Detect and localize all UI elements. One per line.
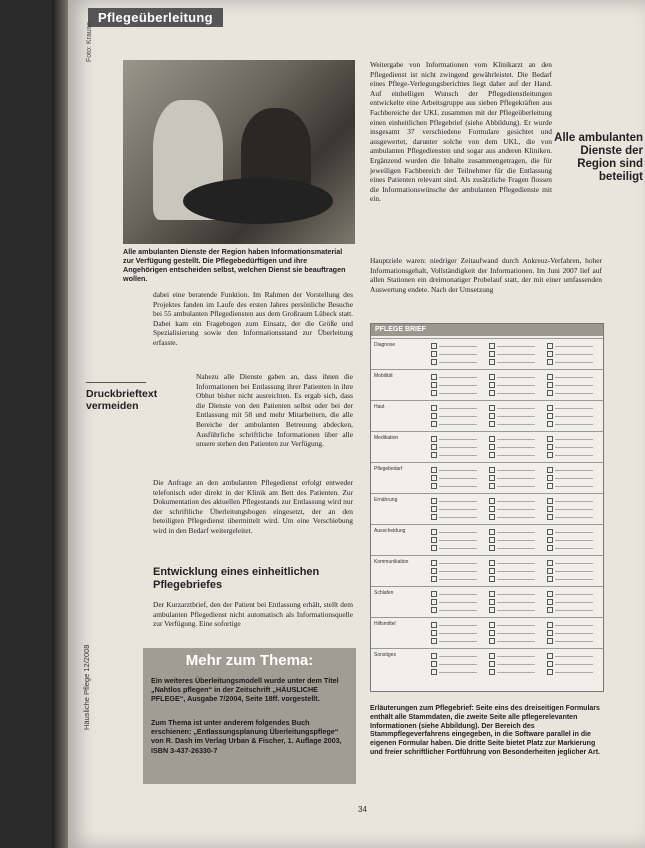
form-checkbox[interactable] [547, 444, 553, 450]
form-line [439, 594, 477, 595]
side-heading-line-1: Druckbrieftext [86, 388, 158, 400]
form-line [439, 664, 477, 665]
form-line [439, 656, 477, 657]
form-line [555, 486, 593, 487]
form-row-label: Schlafen [374, 590, 394, 596]
form-checkbox[interactable] [489, 560, 495, 566]
form-checkbox[interactable] [431, 599, 437, 605]
form-checkbox[interactable] [489, 467, 495, 473]
form-checkbox[interactable] [547, 529, 553, 535]
table-shape [183, 178, 333, 224]
form-checkbox[interactable] [489, 622, 495, 628]
form-line [497, 470, 535, 471]
form-checkbox[interactable] [547, 390, 553, 396]
form-line [439, 571, 477, 572]
form-line [555, 478, 593, 479]
info-box [143, 648, 356, 784]
form-line [555, 633, 593, 634]
form-line [555, 540, 593, 541]
form-line [439, 641, 477, 642]
form-line [555, 393, 593, 394]
pflegebrief-form [370, 323, 604, 692]
form-checkbox[interactable] [547, 537, 553, 543]
form-checkbox[interactable] [431, 374, 437, 380]
form-line [555, 439, 593, 440]
form-row [371, 648, 603, 680]
form-checkbox[interactable] [547, 374, 553, 380]
form-line [497, 486, 535, 487]
form-checkbox[interactable] [489, 568, 495, 574]
form-checkbox[interactable] [431, 467, 437, 473]
form-row-label: Sonstiges [374, 652, 396, 658]
form-checkbox[interactable] [489, 374, 495, 380]
form-line [497, 455, 535, 456]
form-checkbox[interactable] [431, 390, 437, 396]
form-row-label: Ernährung [374, 497, 398, 503]
form-line [555, 625, 593, 626]
form-line [555, 455, 593, 456]
form-checkbox[interactable] [547, 436, 553, 442]
form-line [497, 439, 535, 440]
form-checkbox[interactable] [431, 591, 437, 597]
form-line [497, 408, 535, 409]
form-checkbox[interactable] [547, 452, 553, 458]
form-line [439, 563, 477, 564]
form-checkbox[interactable] [489, 343, 495, 349]
form-checkbox[interactable] [489, 607, 495, 613]
form-line [555, 362, 593, 363]
form-checkbox[interactable] [431, 475, 437, 481]
form-checkbox[interactable] [489, 483, 495, 489]
form-checkbox[interactable] [547, 560, 553, 566]
form-checkbox[interactable] [431, 669, 437, 675]
form-checkbox[interactable] [489, 537, 495, 543]
form-line [497, 393, 535, 394]
right-paragraph-top: Weitergabe von Informationen vom Klinikarzt an den Pflegedienst ist nicht zwingend gewährleistet. Die Bedarf eines Pflege-Verlegungsberichtes liegt daher auf der Hand. Auf einhelligen Wunsch der Pflegedienstleitungen entwickelte eine Arbeitsgruppe aus sieben Pflegekräften aus Fachbereiche der UKL zusammen mit der Pflegeüberleitung einen einheitlichen Pflegebrief (siehe Abbildung). Er wurde insgesamt 37 verschiedene Formulare gesichtet und ausgewertet, darunter solche von dem UKL, die von ambulanten Pflegediensten und sogar aus anderen Kliniken. Ergänzend wurden die Inhalte zusammengetragen, die für jeweiligen Fachbereich der Teilnehmer für die Entlassung eines Patienten relevant sind. Als zusätzliche Fragen flossen die Informationswünsche der ambulanten Pflegedienste mit ein. [370, 60, 552, 204]
form-line [497, 563, 535, 564]
form-line [439, 385, 477, 386]
form-line [439, 548, 477, 549]
form-checkbox[interactable] [431, 452, 437, 458]
form-line [439, 447, 477, 448]
form-checkbox[interactable] [431, 622, 437, 628]
form-line [439, 509, 477, 510]
form-checkbox[interactable] [489, 506, 495, 512]
form-line [439, 602, 477, 603]
form-line [555, 594, 593, 595]
form-line [439, 346, 477, 347]
form-line [497, 424, 535, 425]
left-paragraph-low: Die Anfrage an den ambulanten Pflegedienst erfolgt entweder telefonisch oder direkt in der Klinik am Bett des Patienten. Zur Dokumentation des aktuellen Pflegestands zur Entlassung wird nur der schriftliche Überleitungsbogen eingesetzt, der an den beteiligten Pflegedienst übermittelt wird. Um eine Verschiebung wird in den Bedarf weitergeleitet. [153, 478, 353, 535]
side-heading-rule [86, 382, 146, 383]
form-line [497, 509, 535, 510]
form-line [439, 633, 477, 634]
form-line [497, 672, 535, 673]
form-checkbox[interactable] [547, 343, 553, 349]
form-line [497, 548, 535, 549]
form-checkbox[interactable] [547, 514, 553, 520]
form-line [497, 416, 535, 417]
form-line [555, 656, 593, 657]
article-photo [123, 60, 355, 244]
form-line [439, 478, 477, 479]
form-line [439, 424, 477, 425]
right-paragraph-mid: Hauptziele waren: niedriger Zeitaufwand durch Ankreuz-Verfahren, hoher Informationsgehalt, Vollständigkeit der Informationen. Im Juni 2007 lief auf allen Stationen ein dreimonatiger Probelauf statt, der mit einer umfassenden Auswertung endete. Nach der Umsetzung [370, 256, 602, 294]
form-line [439, 532, 477, 533]
form-line [439, 501, 477, 502]
form-checkbox[interactable] [431, 576, 437, 582]
form-checkbox[interactable] [431, 498, 437, 504]
form-line [497, 594, 535, 595]
form-line [555, 532, 593, 533]
form-checkbox[interactable] [489, 669, 495, 675]
form-checkbox[interactable] [431, 421, 437, 427]
form-line [497, 610, 535, 611]
form-title: PFLEGE BRIEF [371, 324, 603, 336]
form-checkbox[interactable] [489, 514, 495, 520]
form-checkbox[interactable] [431, 506, 437, 512]
form-line [439, 439, 477, 440]
form-checkbox[interactable] [489, 653, 495, 659]
form-checkbox[interactable] [547, 661, 553, 667]
form-row-label: Medikation [374, 435, 399, 441]
form-checkbox[interactable] [489, 545, 495, 551]
form-row-label: Ausscheidung [374, 528, 406, 534]
form-line [555, 424, 593, 425]
form-checkbox[interactable] [489, 405, 495, 411]
form-line [497, 447, 535, 448]
form-checkbox[interactable] [547, 413, 553, 419]
form-checkbox[interactable] [431, 630, 437, 636]
form-checkbox[interactable] [547, 669, 553, 675]
form-checkbox[interactable] [547, 653, 553, 659]
form-line [497, 571, 535, 572]
form-line [555, 641, 593, 642]
form-row [371, 462, 603, 494]
form-checkbox[interactable] [489, 475, 495, 481]
form-line [555, 385, 593, 386]
form-line [497, 602, 535, 603]
form-checkbox[interactable] [489, 529, 495, 535]
section-header: Pflegeüberleitung [88, 8, 223, 27]
form-line [439, 486, 477, 487]
left-paragraph-mid: Nahezu alle Dienste gaben an, dass ihnen die Informationen bei Entlassung ihrer Patienten in ihre Obhut bisher nicht ausreichten. Es ergab sich, dass die Dienste von den Patienten selbst oder bei der Entlassung mit 58 und mehr Mitarbeitern, die alle Bereiche der ambulanten Betreuung abdecken, Ausführliche schriftliche Informationen über alle unsere stehen den Patienten zur Verfügung. [196, 372, 353, 449]
form-line [555, 664, 593, 665]
form-checkbox[interactable] [489, 359, 495, 365]
form-line [439, 610, 477, 611]
form-checkbox[interactable] [547, 622, 553, 628]
form-line [497, 517, 535, 518]
form-line [555, 672, 593, 673]
form-row-label: Diagnose [374, 342, 396, 348]
form-line [497, 354, 535, 355]
form-checkbox[interactable] [547, 498, 553, 504]
form-checkbox[interactable] [489, 661, 495, 667]
form-checkbox[interactable] [489, 351, 495, 357]
form-line [555, 602, 593, 603]
form-line [439, 408, 477, 409]
form-checkbox[interactable] [489, 413, 495, 419]
form-line [439, 625, 477, 626]
form-checkbox[interactable] [547, 576, 553, 582]
form-checkbox[interactable] [431, 382, 437, 388]
form-checkbox[interactable] [547, 359, 553, 365]
form-checkbox[interactable] [489, 444, 495, 450]
form-checkbox[interactable] [547, 405, 553, 411]
form-checkbox[interactable] [547, 506, 553, 512]
form-row [371, 493, 603, 525]
form-row [371, 617, 603, 649]
form-line [439, 377, 477, 378]
form-line [555, 408, 593, 409]
form-checkbox[interactable] [431, 529, 437, 535]
form-checkbox[interactable] [431, 351, 437, 357]
form-checkbox[interactable] [547, 591, 553, 597]
form-line [497, 579, 535, 580]
form-checkbox[interactable] [431, 537, 437, 543]
form-checkbox[interactable] [431, 444, 437, 450]
form-line [555, 517, 593, 518]
form-line [555, 354, 593, 355]
page-number: 34 [358, 805, 367, 814]
form-checkbox[interactable] [547, 545, 553, 551]
form-checkbox[interactable] [489, 630, 495, 636]
form-checkbox[interactable] [489, 576, 495, 582]
form-checkbox[interactable] [489, 591, 495, 597]
side-heading [86, 388, 157, 412]
form-checkbox[interactable] [547, 607, 553, 613]
form-checkbox[interactable] [431, 436, 437, 442]
form-line [555, 346, 593, 347]
form-checkbox[interactable] [547, 630, 553, 636]
form-checkbox[interactable] [431, 413, 437, 419]
form-checkbox[interactable] [547, 483, 553, 489]
form-line [497, 625, 535, 626]
form-checkbox[interactable] [547, 638, 553, 644]
form-line [439, 354, 477, 355]
form-checkbox[interactable] [547, 599, 553, 605]
info-box-text-2: Zum Thema ist unter anderem folgendes Buch erschienen: „Entlassungsplanung Überleitungspflege“ von R. Dash im Verlag Urban & Fischer, 1. Auflage 2003, ISBN 3-437-26330-7 [151, 718, 342, 755]
form-row-label: Pflegebedarf [374, 466, 403, 472]
form-checkbox[interactable] [431, 653, 437, 659]
form-checkbox[interactable] [547, 351, 553, 357]
form-row-label: Hilfsmittel [374, 621, 396, 627]
form-row-label: Mobilität [374, 373, 393, 379]
form-line [439, 470, 477, 471]
form-checkbox[interactable] [431, 359, 437, 365]
form-line [497, 377, 535, 378]
form-line [439, 517, 477, 518]
form-line [497, 385, 535, 386]
form-checkbox[interactable] [547, 568, 553, 574]
form-line [497, 532, 535, 533]
form-row [371, 524, 603, 556]
form-row [371, 369, 603, 401]
form-checkbox[interactable] [431, 661, 437, 667]
form-checkbox[interactable] [547, 382, 553, 388]
form-checkbox[interactable] [547, 475, 553, 481]
subheading: Entwicklung eines einheitlichen Pflegebriefes [153, 566, 320, 591]
form-checkbox[interactable] [489, 599, 495, 605]
info-box-text-1: Ein weiteres Überleitungsmodell wurde unter dem Titel „Nahtlos pflegen“ in der Zeitschrift „HÄUSLICHE PFLEGE“, Ausgabe 7/2004, Seite 18ff. vorgestellt. [151, 676, 339, 704]
form-row [371, 338, 603, 370]
form-row-label: Kommunikation [374, 559, 409, 565]
form-line [497, 540, 535, 541]
form-checkbox[interactable] [489, 452, 495, 458]
left-paragraph-top: dabei eine beratende Funktion. Im Rahmen der Vorstellung des Projektes fanden im Laufe des ersten Jahres persönliche Besuche bei 55 ambulanten Pflegediensten aus dem Großraum Lübeck statt. Dabei kam ein Fragebogen zum Einsatz, der die Größe und Spezialisierung sowie den Informationsstand zur Überleitung erfasste. [153, 290, 353, 347]
form-checkbox[interactable] [431, 343, 437, 349]
form-checkbox[interactable] [489, 382, 495, 388]
photo-credit: Foto: Krause [86, 21, 93, 62]
form-caption: Erläuterungen zum Pflegebrief: Seite eins des dreiseitigen Formulars enthält alle Stammdaten, die zweite Seite alle pflegerelevanten Informationen (siehe Abbildung). Der Bereich des Stammpflegeverfahrens eingegeben, in die Software parallel in die eigenen Formular haben. Die dritte Seite bietet Platz zur Markierung und freier schriftlicher Fortführung von Besonderheiten jeglicher Art. [370, 705, 600, 756]
form-checkbox[interactable] [547, 421, 553, 427]
form-line [497, 633, 535, 634]
form-row [371, 431, 603, 463]
form-line [439, 362, 477, 363]
form-line [555, 579, 593, 580]
form-line [439, 540, 477, 541]
form-line [497, 346, 535, 347]
form-line [555, 416, 593, 417]
form-checkbox[interactable] [431, 514, 437, 520]
form-checkbox[interactable] [489, 421, 495, 427]
form-line [439, 455, 477, 456]
form-checkbox[interactable] [489, 390, 495, 396]
form-checkbox[interactable] [431, 607, 437, 613]
form-line [497, 664, 535, 665]
form-checkbox[interactable] [489, 638, 495, 644]
form-checkbox[interactable] [431, 638, 437, 644]
form-line [497, 478, 535, 479]
photo-caption: Alle ambulanten Dienste der Region haben Informationsmaterial zur Verfügung gestellt. Die Pflegebedürftigen und ihre Angehörigen entscheiden selbst, welchen Dienst sie beauftragen wollen. [123, 247, 346, 283]
form-line [555, 571, 593, 572]
form-row [371, 586, 603, 618]
form-checkbox[interactable] [431, 405, 437, 411]
form-row [371, 555, 603, 587]
form-line [555, 509, 593, 510]
form-line [555, 470, 593, 471]
form-line [555, 377, 593, 378]
form-checkbox[interactable] [431, 545, 437, 551]
form-line [497, 641, 535, 642]
form-line [439, 579, 477, 580]
form-line [439, 416, 477, 417]
form-line [497, 656, 535, 657]
form-line [555, 563, 593, 564]
form-checkbox[interactable] [431, 568, 437, 574]
form-line [555, 610, 593, 611]
form-line [439, 672, 477, 673]
side-heading-line-2: vermeiden [86, 400, 139, 412]
info-box-title: Mehr zum Thema: [185, 652, 314, 669]
form-line [497, 362, 535, 363]
form-line [555, 501, 593, 502]
form-row-label: Haut [374, 404, 385, 410]
form-checkbox[interactable] [431, 483, 437, 489]
left-paragraph-end: Der Kurzarztbrief, den der Patient bei Entlassung erhält, stellt dem ambulanten Pflegedienst nicht automatisch als Informationsquelle zur Verfügung. Eine sofortige [153, 600, 353, 629]
form-line [555, 548, 593, 549]
form-checkbox[interactable] [489, 498, 495, 504]
journal-footer: Häusliche Pflege 12/2008 [82, 644, 91, 730]
form-line [439, 393, 477, 394]
form-line [555, 447, 593, 448]
form-checkbox[interactable] [431, 560, 437, 566]
form-line [497, 501, 535, 502]
form-row [371, 400, 603, 432]
form-checkbox[interactable] [547, 467, 553, 473]
form-checkbox[interactable] [489, 436, 495, 442]
pull-quote: Alle ambulanten Dienste der Region sind beteiligt [554, 132, 643, 183]
